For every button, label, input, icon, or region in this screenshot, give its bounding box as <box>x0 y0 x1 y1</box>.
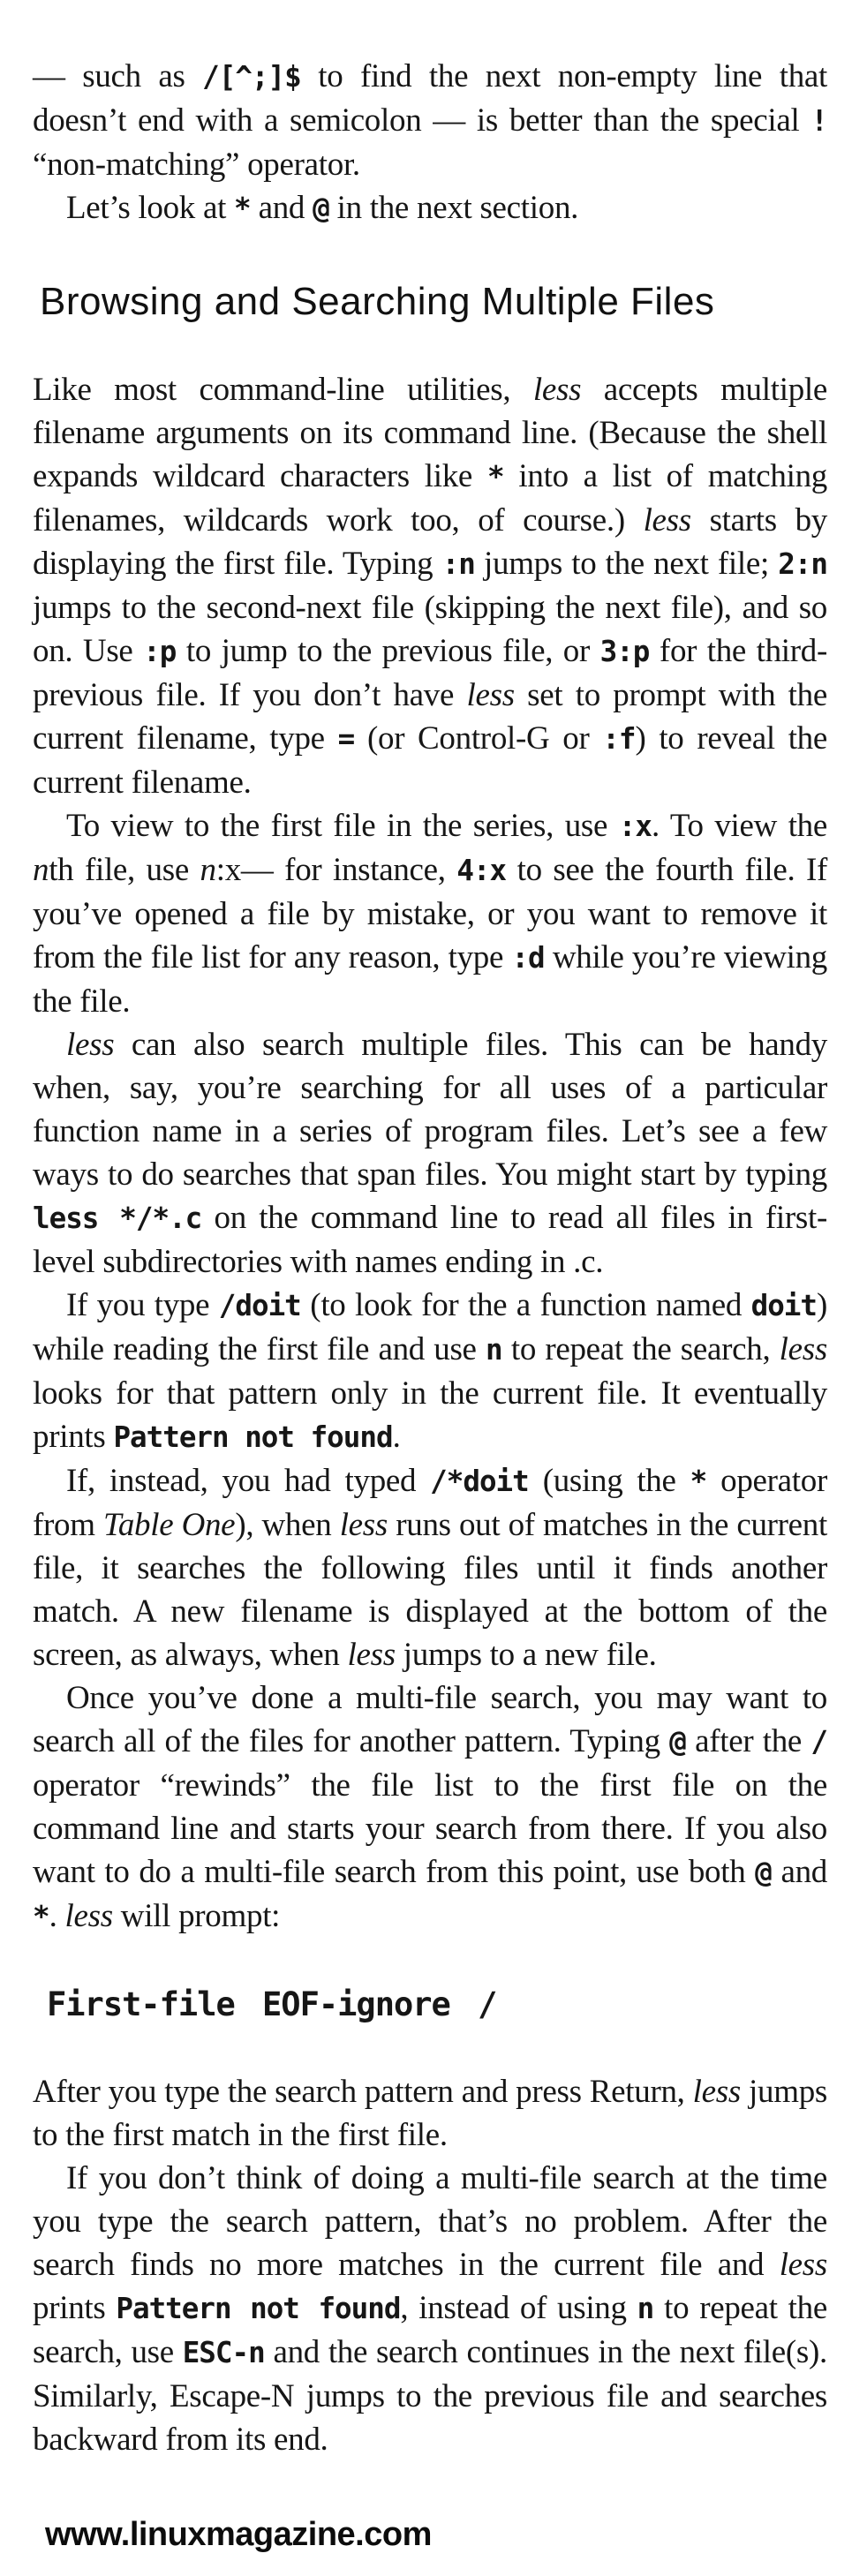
text-segment: and <box>250 190 313 226</box>
inline-code: :n <box>441 547 475 581</box>
inline-code: ESC-n <box>182 2336 265 2369</box>
text-segment: jumps to a new file. <box>395 1637 657 1673</box>
text-segment: . <box>392 1419 401 1455</box>
inline-code: less */*.c <box>33 1201 202 1235</box>
paragraph <box>33 2157 827 2461</box>
text-segment: less <box>779 1331 827 1367</box>
text-segment: on the command line to read all files in first-level subdirectories with names ending in .c. <box>33 1200 827 1280</box>
text-segment: less <box>779 2247 827 2283</box>
inline-code: :d <box>511 941 545 975</box>
text-segment: Like most command-line utilities, <box>33 372 533 408</box>
inline-code: n <box>637 2292 654 2325</box>
text-segment: ), when <box>235 1507 340 1543</box>
text-segment: (to look for the a function named <box>300 1287 751 1323</box>
inline-code: :p <box>143 635 177 668</box>
text-segment: jumps to the next file; <box>474 546 779 582</box>
text-segment: (or Control-G or <box>354 720 603 757</box>
text-segment: Let’s look at <box>66 190 235 226</box>
text-segment: less <box>692 2074 741 2110</box>
inline-code: * <box>234 192 251 225</box>
inline-code: @ <box>313 192 329 225</box>
text-segment: . To view the <box>651 808 827 844</box>
text-segment: after the <box>685 1723 811 1759</box>
text-segment: To view to the first file in the series, use <box>66 808 619 844</box>
text-segment: jumps to the second-next file (skipping the next file), and so on. Use <box>33 590 827 669</box>
inline-code: @ <box>669 1725 686 1759</box>
inline-code: 3:p <box>599 635 650 668</box>
inline-code: n <box>485 1333 502 1367</box>
text-segment: to repeat the search, <box>501 1331 780 1367</box>
text-segment: jumps to the first match in the first file. <box>33 2074 827 2153</box>
inline-code: /doit <box>218 1289 301 1322</box>
inline-code: * <box>33 1900 49 1933</box>
paragraph <box>33 1459 827 1676</box>
text-segment: less <box>532 372 582 408</box>
article-body <box>33 55 827 2461</box>
inline-code: = <box>337 722 355 756</box>
paragraph <box>33 186 827 230</box>
text-segment: for the third-previous file. If you don’t have <box>33 633 827 713</box>
text-segment: to jump to the previous file, or <box>176 633 600 669</box>
paragraph <box>33 55 827 186</box>
text-segment: into a list of matching filenames, wildcards work too, of course.) <box>33 458 827 539</box>
text-segment: while you’re viewing the file. <box>33 939 828 1020</box>
text-segment: . <box>49 1898 65 1934</box>
text-segment: ) to reveal the current filename. <box>33 720 827 801</box>
text-segment: After you type the search pattern and press Return, <box>33 2074 693 2110</box>
text-segment: less <box>466 677 515 713</box>
inline-code: Pattern not found <box>116 2292 401 2325</box>
text-segment: accepts multiple filename arguments on its command line. (Because the shell expands wildcard characters like <box>33 372 827 494</box>
text-segment: less <box>66 1027 115 1063</box>
footer-url: www.linuxmagazine.com <box>45 2516 432 2553</box>
text-segment: If, instead, you had typed <box>66 1463 431 1499</box>
inline-code: 4:x <box>456 854 507 887</box>
text-segment: set to prompt with the current filename, type <box>33 677 827 757</box>
paragraph <box>33 2070 827 2157</box>
paragraph <box>33 1676 827 1939</box>
inline-code: ! <box>810 104 827 138</box>
inline-code: * <box>486 460 504 493</box>
text-segment: less <box>347 1637 396 1673</box>
text-segment: — such as <box>33 58 203 94</box>
text-segment: n <box>33 852 49 888</box>
text-segment: to see the fourth file. If you’ve opened a file by mistake, or you want to remove it from the file list for any reason, type <box>33 852 827 975</box>
inline-code: 2:n <box>778 547 827 581</box>
text-segment: less <box>643 502 691 539</box>
inline-code: * <box>690 1465 707 1498</box>
inline-code: @ <box>755 1856 772 1889</box>
text-segment: in the next section. <box>328 190 579 226</box>
inline-code: :f <box>602 722 636 756</box>
text-segment: Table One <box>102 1507 236 1543</box>
paragraph <box>33 1284 827 1459</box>
text-segment: ) while reading the first file and use <box>33 1287 828 1367</box>
inline-code: /*doit <box>430 1465 529 1498</box>
text-segment: “non-matching” operator. <box>33 147 360 183</box>
text-segment: less <box>64 1898 113 1934</box>
text-segment: runs out of matches in the current file, it searches the following files until it finds another match. A new filename is displayed at the bottom of the screen, as always, when <box>33 1507 827 1673</box>
inline-code: :x <box>618 810 652 843</box>
text-segment: prints <box>33 2290 117 2326</box>
text-segment: operator from <box>33 1463 827 1543</box>
text-segment: starts by displaying the first file. Typing <box>33 502 827 582</box>
text-segment: to repeat the search, use <box>33 2290 827 2370</box>
text-segment: :x— for instance, <box>215 852 457 888</box>
text-segment: n <box>200 852 216 888</box>
section-heading: Browsing and Searching Multiple Files <box>40 280 715 323</box>
text-segment: th file, use <box>49 852 200 888</box>
inline-code: doit <box>750 1289 817 1322</box>
text-segment: and the search continues in the next file(s). Similarly, Escape-N jumps to the previous file and searches backward from its end. <box>33 2334 827 2458</box>
text-segment: to find the next non-empty line that doesn’t end with a semicolon — is better than the special <box>33 58 827 139</box>
text-segment: can also search multiple files. This can be handy when, say, you’re searching for all uses of a particular function name in a series of program files. Let’s see a few ways to do searches that span files. You might start by typing <box>33 1027 827 1193</box>
text-segment: If you type <box>66 1287 219 1323</box>
text-segment: (using the <box>528 1463 690 1499</box>
text-segment: If you don’t think of doing a multi-file search at the time you type the search pattern, that’s no problem. After the search finds no more matches in the current file and <box>33 2160 827 2283</box>
paragraph <box>33 1023 827 1284</box>
text-segment: , instead of using <box>400 2290 637 2326</box>
paragraph <box>33 368 827 804</box>
text-segment: looks for that pattern only in the current file. It eventually prints <box>33 1375 827 1455</box>
text-segment: will prompt: <box>112 1898 281 1934</box>
code-line: First-file EOF-ignore / <box>47 1985 497 2023</box>
text-segment: operator “rewinds” the file list to the first file on the command line and starts your search from there. If you also want to do a multi-file search from this point, use both <box>33 1767 827 1890</box>
inline-code: /[^;]$ <box>202 60 301 94</box>
paragraph <box>33 804 827 1023</box>
text-segment: and <box>771 1854 827 1890</box>
inline-code: Pattern not found <box>113 1420 393 1454</box>
text-segment: Once you’ve done a multi-file search, you may want to search all of the files for another pattern. Typing <box>33 1680 827 1759</box>
text-segment: less <box>339 1507 388 1543</box>
inline-code: / <box>810 1725 827 1759</box>
